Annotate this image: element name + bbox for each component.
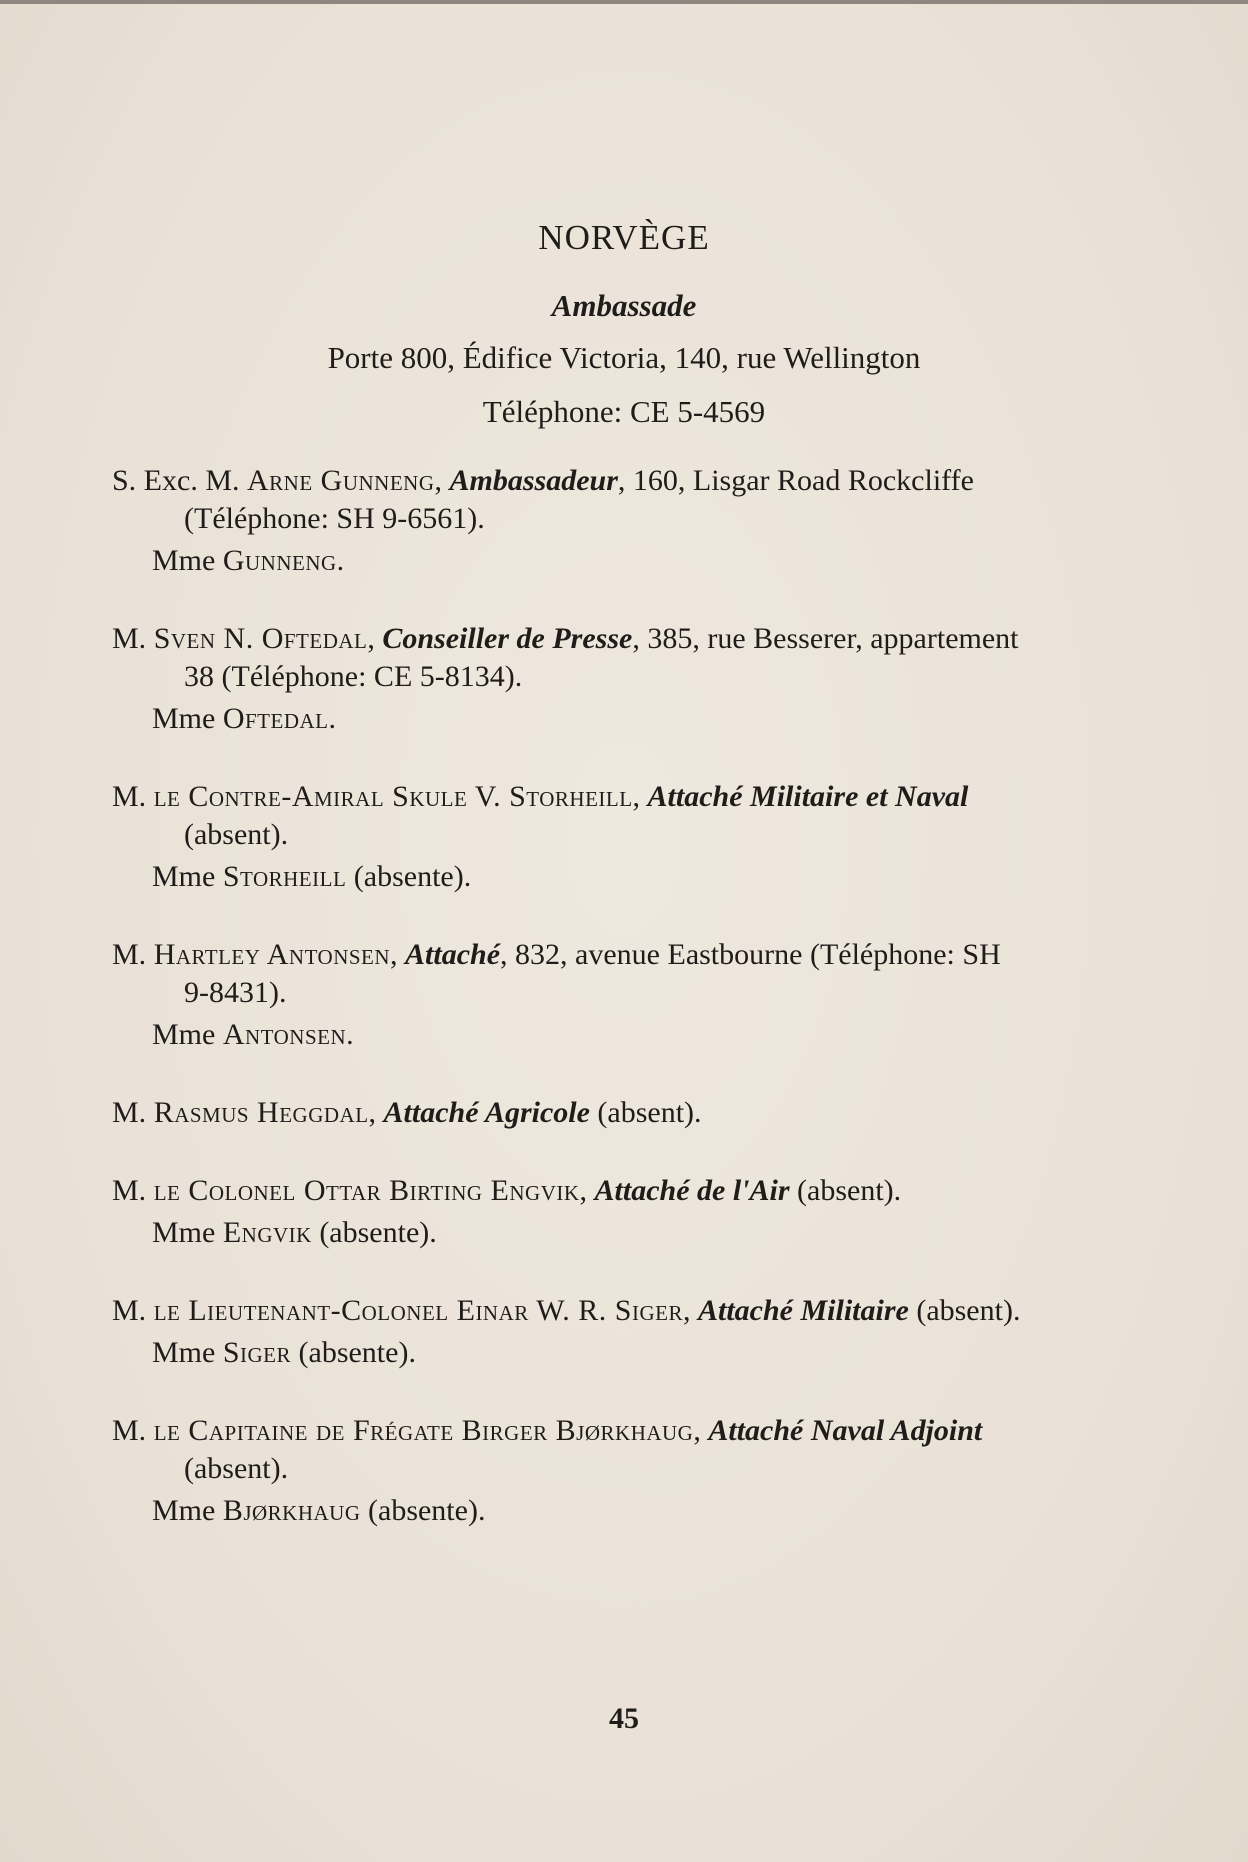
spouse-suffix: (absente). xyxy=(291,1336,416,1369)
spouse-prefix: Mme xyxy=(152,1216,223,1249)
spouse-name: Antonsen xyxy=(222,1018,347,1051)
staff-title: Ambassadeur xyxy=(449,464,618,497)
spouse-line xyxy=(112,1492,1032,1530)
spouse-prefix: Mme xyxy=(152,702,223,735)
spouse-prefix: Mme xyxy=(152,544,223,577)
embassy-phone: Téléphone: CE 5-4569 xyxy=(482,394,766,429)
staff-prefix: M. xyxy=(112,1174,154,1207)
staff-list xyxy=(112,462,1032,1570)
staff-title: Attaché de l'Air xyxy=(594,1174,790,1207)
spouse-suffix: (absente). xyxy=(360,1494,486,1527)
spouse-name: Storheill xyxy=(222,860,347,893)
staff-title: Conseiller de Presse xyxy=(382,622,633,655)
spouse-name: Siger xyxy=(222,1336,292,1369)
staff-main-line: M. le Colonel Ottar Birting Engvik, Attaché de l'Air (absent). xyxy=(112,1174,902,1207)
staff-entry xyxy=(112,1172,1032,1252)
spouse-line xyxy=(112,700,1032,738)
spouse-name: Bjørkhaug xyxy=(222,1494,361,1527)
spouse-name: Engvik xyxy=(222,1216,312,1249)
spouse-line xyxy=(112,1334,1032,1372)
spouse-suffix: . xyxy=(328,702,336,735)
staff-name: le Capitaine de Frégate Birger Bjørkhaug xyxy=(153,1414,694,1447)
staff-main-line: S. Exc. M. Arne Gunneng, Ambassadeur, 160, Lisgar Road Rockcliffe (Téléphone: SH 9-6561). xyxy=(112,464,974,535)
section-heading: Ambassade xyxy=(551,288,697,323)
staff-name: le Contre-Amiral Skule V. Storheill xyxy=(153,780,633,813)
page-number: 45 xyxy=(609,1702,639,1735)
spouse-name: Gunneng xyxy=(222,544,337,577)
staff-name: Arne Gunneng xyxy=(247,464,435,497)
staff-entry xyxy=(112,936,1032,1054)
spouse-prefix: Mme xyxy=(152,1336,223,1369)
spouse-line xyxy=(112,1016,1032,1054)
staff-title: Attaché xyxy=(405,938,501,971)
spouse-line xyxy=(112,1214,1032,1252)
country-heading: NORVÈGE xyxy=(538,218,710,257)
staff-entry xyxy=(112,462,1032,580)
staff-entry xyxy=(112,778,1032,896)
staff-details: (absent). xyxy=(908,1294,1021,1327)
staff-prefix: S. Exc. M. xyxy=(112,464,247,497)
spouse-prefix: Mme xyxy=(152,1018,223,1051)
staff-entry xyxy=(112,1412,1032,1530)
staff-title: Attaché Militaire xyxy=(697,1294,909,1327)
staff-details: (absent). xyxy=(184,1452,289,1485)
staff-details: , 832, avenue Eastbourne (Téléphone: SH 9-8431). xyxy=(184,938,1001,1009)
spouse-line xyxy=(112,858,1032,896)
spouse-suffix: . xyxy=(346,1018,354,1051)
staff-name: Hartley Antonsen xyxy=(153,938,391,971)
spouse-name: Oftedal xyxy=(222,702,329,735)
staff-entry xyxy=(112,1094,1032,1132)
staff-details: (absent). xyxy=(789,1174,902,1207)
staff-main-line: M. le Contre-Amiral Skule V. Storheill, Attaché Militaire et Naval (absent). xyxy=(112,780,969,851)
staff-name: le Lieutenant-Colonel Einar W. R. Siger xyxy=(153,1294,683,1327)
staff-details: (absent). xyxy=(589,1096,702,1129)
spouse-suffix: (absente). xyxy=(346,860,472,893)
staff-details: (absent). xyxy=(184,818,289,851)
staff-prefix: M. xyxy=(112,1414,154,1447)
staff-main-line: M. le Lieutenant-Colonel Einar W. R. Siger, Attaché Militaire (absent). xyxy=(112,1294,1021,1327)
staff-title: Attaché Militaire et Naval xyxy=(647,780,969,813)
spouse-prefix: Mme xyxy=(152,860,223,893)
spouse-prefix: Mme xyxy=(152,1494,223,1527)
staff-main-line: M. Hartley Antonsen, Attaché, 832, avenue Eastbourne (Téléphone: SH 9-8431). xyxy=(112,938,1001,1009)
staff-name: le Colonel Ottar Birting Engvik xyxy=(153,1174,580,1207)
staff-details: , 385, rue Besserer, appartement 38 (Téléphone: CE 5-8134). xyxy=(184,622,1019,693)
spouse-line xyxy=(112,542,1032,580)
staff-details: , 160, Lisgar Road Rockcliffe (Téléphone: SH 9-6561). xyxy=(184,464,974,535)
staff-title: Attaché Naval Adjoint xyxy=(708,1414,983,1447)
staff-title: Attaché Agricole xyxy=(383,1096,590,1129)
spouse-suffix: . xyxy=(336,544,345,577)
staff-name: Sven N. Oftedal xyxy=(153,622,368,655)
staff-prefix: M. xyxy=(112,1096,154,1129)
spouse-suffix: (absente). xyxy=(311,1216,437,1249)
staff-main-line: M. Sven N. Oftedal, Conseiller de Presse, 385, rue Besserer, appartement 38 (Téléphone: CE 5-8134). xyxy=(112,622,1019,693)
embassy-address: Porte 800, Édifice Victoria, 140, rue Wellington xyxy=(327,340,921,375)
staff-name: Rasmus Heggdal xyxy=(153,1096,369,1129)
staff-prefix: M. xyxy=(112,938,154,971)
staff-entry xyxy=(112,1292,1032,1372)
staff-main-line: M. le Capitaine de Frégate Birger Bjørkhaug, Attaché Naval Adjoint (absent). xyxy=(112,1414,983,1485)
staff-prefix: M. xyxy=(112,622,154,655)
staff-main-line: M. Rasmus Heggdal, Attaché Agricole (absent). xyxy=(112,1096,702,1129)
staff-entry xyxy=(112,620,1032,738)
staff-prefix: M. xyxy=(112,1294,154,1327)
staff-prefix: M. xyxy=(112,780,154,813)
page-top-edge xyxy=(0,0,1248,4)
